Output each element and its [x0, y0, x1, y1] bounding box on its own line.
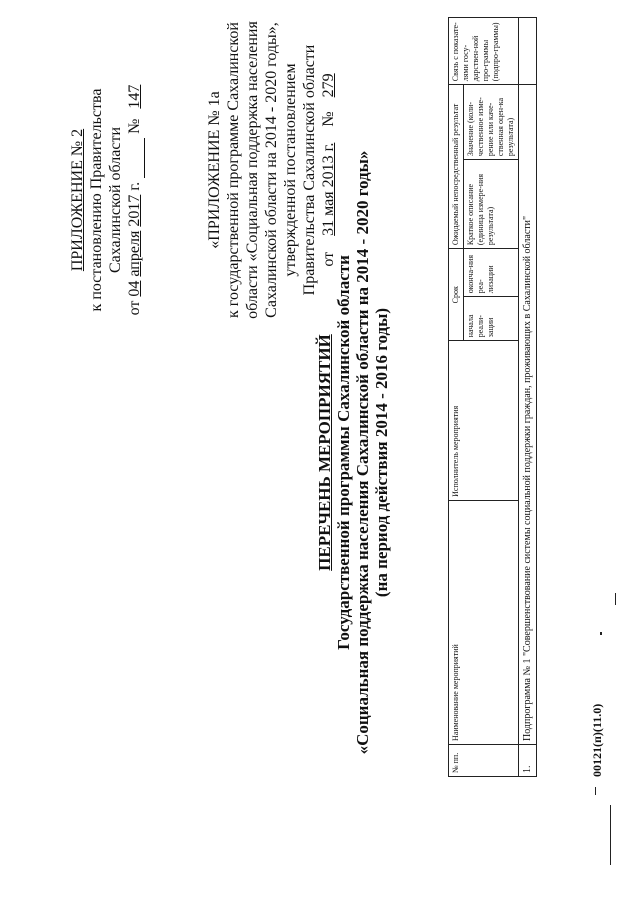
header-result-desc: Краткое описание (единица измере-ния результата) [464, 160, 519, 249]
appendix-2-line2: Сахалинской области [107, 126, 124, 274]
appendix-1a-line: к государственной программе Сахалинской [225, 22, 242, 318]
header-executor: Исполнитель мероприятия [449, 341, 519, 501]
appendix-1a-line: области «Социальная поддержка населения [244, 21, 261, 319]
header-term-end: оконча-ния реа-лизации [464, 249, 519, 297]
table-row [519, 18, 537, 777]
appendix-1a-line: Правительства Сахалинской области [301, 44, 318, 296]
appendix-2-date-line [125, 50, 145, 350]
header-result: Ожидаемый непосредственный результат [449, 85, 464, 249]
header-name: Наименование мероприятий [449, 500, 519, 744]
document-heading [315, 0, 391, 905]
measures-table [448, 17, 537, 777]
blank-line [125, 138, 145, 178]
heading-line1: ПЕРЕЧЕНЬ МЕРОПРИЯТИЙ [315, 334, 334, 571]
appendix-2-date-suffix: г. [126, 181, 143, 191]
appendix-1a-number-prefix: № [320, 111, 337, 127]
appendix-1a-date: 31 мая 2013 г. [320, 142, 337, 236]
appendix-1a-number: 279 [320, 73, 337, 98]
appendix-1a-title: «ПРИЛОЖЕНИЕ № 1а [206, 91, 223, 249]
appendix-2-date-day: 04 [126, 280, 143, 297]
scan-artifact [595, 787, 596, 795]
appendix-2-number: 147 [126, 84, 143, 109]
appendix-2-date-year: 2017 [126, 194, 143, 227]
header-link: Связь с показате-лями госу-дарствен-ной про-граммы (подпро-граммы) [449, 18, 519, 85]
row-num: 1. [519, 745, 537, 777]
scan-artifact [610, 805, 611, 865]
document-code: 00121(п)(11.0) [590, 703, 604, 777]
header-result-value: Значение (коли-чественное изме-рение или каче-ственная оцен-ка результата) [464, 85, 519, 160]
appendix-2-date-prefix: от [126, 300, 143, 316]
row-subprogram: Подпрограмма № 1 "Совершенствование системы социальной поддержки граждан, проживающих в Сахалинской области" [519, 85, 537, 745]
header-num: № пп. [449, 745, 519, 777]
header-term: Срок [449, 249, 464, 341]
heading-line2: Государственной программы Сахалинской области [334, 255, 353, 650]
appendix-2-date-month: апреля [126, 230, 143, 277]
appendix-2-title: ПРИЛОЖЕНИЕ № 2 [69, 128, 86, 272]
header-term-start: начала реали-зации [464, 297, 519, 341]
scan-artifact [615, 593, 616, 605]
table-header-row [449, 18, 464, 777]
heading-line4: (на период действия 2014 - 2016 годы) [372, 307, 391, 598]
heading-line3: «Социальная поддержка населения Сахалинской области на 2014 - 2020 годы» [353, 150, 372, 755]
appendix-1a-date-prefix: от [320, 251, 337, 267]
appendix-2-line1: к постановлению Правительства [88, 88, 105, 312]
scan-artifact [600, 632, 602, 635]
appendix-1a-line: Сахалинской области на 2014 - 2020 годы», [263, 22, 280, 318]
appendix-2-block [68, 50, 145, 350]
appendix-2-number-prefix: № [126, 118, 143, 134]
appendix-1a-line: утвержденной постановлением [282, 63, 299, 277]
row-empty-cell [519, 18, 537, 85]
